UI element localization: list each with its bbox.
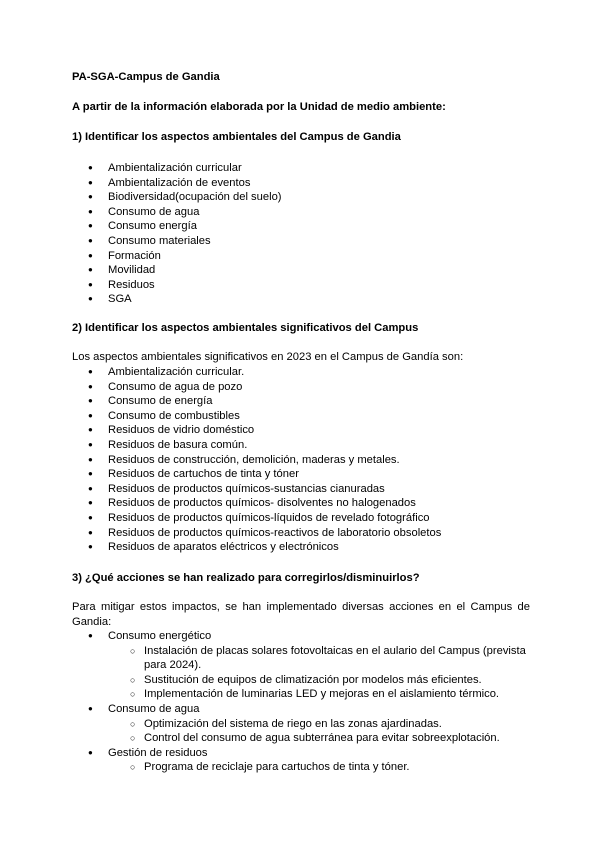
sub-list-item: ○ Instalación de placas solares fotovoltaicas en el aulario del Campus (prevista para 2024). (108, 644, 536, 673)
list-item: ● Ambientalización curricular. (72, 365, 441, 380)
list-item: ● Movilidad (72, 263, 282, 278)
action-group-label: Consumo de agua (108, 702, 200, 715)
list-item: ● Consumo de agua (72, 205, 282, 220)
section-2-list (72, 365, 441, 555)
section-1-heading: 1) Identificar los aspectos ambientales del Campus de Gandia (72, 131, 401, 143)
list-item: ● Consumo de combustibles (72, 409, 441, 424)
action-sublist (108, 760, 536, 775)
list-item: ● Residuos de productos químicos-líquidos de revelado fotográfico (72, 511, 441, 526)
list-item: ● Consumo de agua de pozo (72, 380, 441, 395)
action-group (72, 702, 536, 746)
list-item: ● Residuos de cartuchos de tinta y tóner (72, 467, 441, 482)
list-item: ● Residuos de productos químicos- disolventes no halogenados (72, 496, 441, 511)
list-item: ● Residuos (72, 278, 282, 293)
action-group (72, 629, 536, 702)
list-item: ● Residuos de basura común. (72, 438, 441, 453)
action-group-label: Gestión de residuos (108, 746, 208, 759)
action-group (72, 746, 536, 775)
sub-list-item: ○ Sustitución de equipos de climatización por modelos más eficientes. (108, 673, 536, 688)
action-sublist (108, 717, 536, 746)
list-item: ● Residuos de aparatos eléctricos y electrónicos (72, 540, 441, 555)
list-item: ● Residuos de productos químicos-reactivos de laboratorio obsoletos (72, 526, 441, 541)
list-item: ● SGA (72, 292, 282, 307)
list-item: ● Residuos de vidrio doméstico (72, 423, 441, 438)
section-1-list (72, 161, 282, 307)
sub-list-item: ○ Programa de reciclaje para cartuchos de tinta y tóner. (108, 760, 536, 775)
section-2-intro: Los aspectos ambientales significativos en 2023 en el Campus de Gandía son: (72, 351, 464, 363)
sub-list-item: ○ Optimización del sistema de riego en las zonas ajardinadas. (108, 717, 536, 732)
sub-list-item: ○ Control del consumo de agua subterránea para evitar sobreexplotación. (108, 731, 536, 746)
list-item: ● Consumo de energía (72, 394, 441, 409)
list-item: ● Ambientalización curricular (72, 161, 282, 176)
document-title: PA-SGA-Campus de Gandia (72, 71, 220, 83)
section-3-heading: 3) ¿Qué acciones se han realizado para corregirlos/disminuirlos? (72, 572, 420, 584)
list-item: ● Consumo materiales (72, 234, 282, 249)
action-sublist (108, 644, 536, 702)
sub-list-item: ○ Implementación de luminarias LED y mejoras en el aislamiento térmico. (108, 687, 536, 702)
list-item: ● Ambientalización de eventos (72, 176, 282, 191)
section-3-intro: Para mitigar estos impactos, se han implementado diversas acciones en el Campus de Gandia: (72, 601, 530, 628)
list-item: ● Formación (72, 249, 282, 264)
list-item: ● Residuos de construcción, demolición, maderas y metales. (72, 453, 441, 468)
action-group-label: Consumo energético (108, 630, 212, 642)
section-3-list (72, 629, 536, 775)
list-item: ● Consumo energía (72, 219, 282, 234)
list-item: ● Residuos de productos químicos-sustancias cianuradas (72, 482, 441, 497)
section-2-heading: 2) Identificar los aspectos ambientales significativos del Campus (72, 322, 419, 334)
list-item: ● Biodiversidad(ocupación del suelo) (72, 190, 282, 205)
intro-heading: A partir de la información elaborada por la Unidad de medio ambiente: (72, 101, 446, 113)
